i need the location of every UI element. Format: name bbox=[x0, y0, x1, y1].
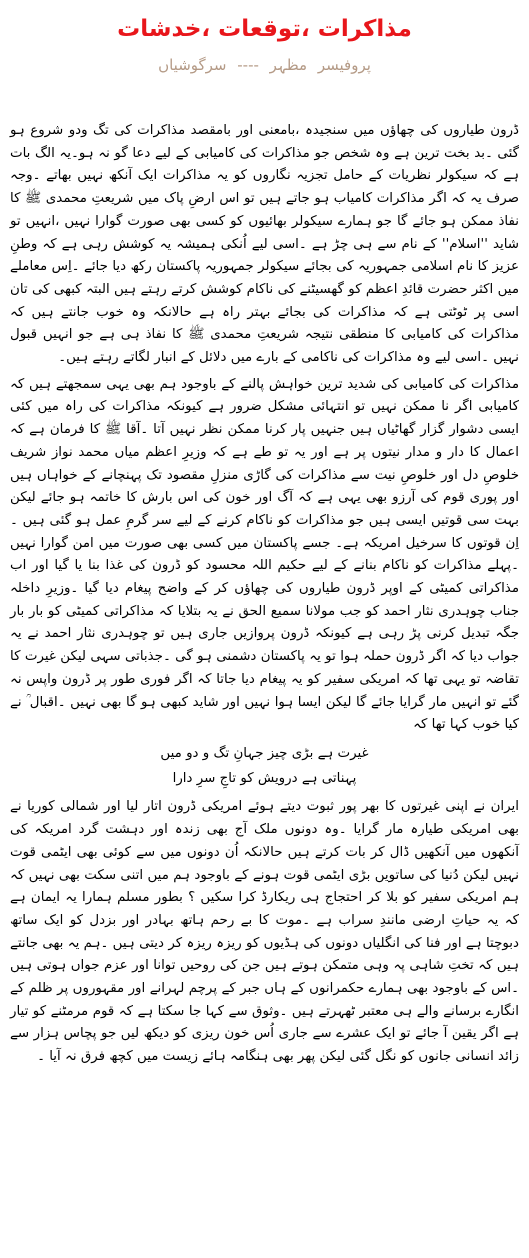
verse-line-1: غیرت ہے بڑی چیز جہانِ تگ و دو میں bbox=[160, 745, 369, 761]
poetry-verse bbox=[10, 743, 519, 790]
paragraph-3: ایران نے اپنی غیرتوں کا بھر پور ثبوت دیتے ہوئے امریکی ڈرون اتار لیا اور شمالی کوریا نے بھی امریکی طیارہ مار گرایا ۔وہ دونوں ملک آج بھی زندہ اور دہشت گرد امریکہ کی آنکھوں میں آنکھیں ڈال کر بات کرتے ہیں حالانکہ اُن دونوں میں سے کوئی بھی ایٹمی قوت نہیں لیکن دُنیا کی ساتویں بڑی ایٹمی قوت ہونے کے باوجود ہم میں اتنی سکت بھی نہیں کہ ہم امریکی سفیر کو بلا کر احتجاج ہی ریکارڈ کرا سکیں ؟ بطور مسلم ہمارا یہ ایمان ہے کہ یہ حیاتِ ارضی مانندِ سراب ہے ۔موت کا بے رحم ہاتھ بہادر اور بزدل کو ایک ساتھ دبوچتا ہے اور فنا کی انگلیاں دونوں کی ہڈیوں کو ریزہ ریزہ کر دیتی ہیں ۔ہم یہ بھی جانتے ہیں کہ تختِ شاہی پہ وہی متمکن ہوتے ہیں جن کی روحیں توانا اور عزم جواں ہوتی ہیں ۔اس کے باوجود بھی ہمارے حکمرانوں کے ہاں جبر کے پرچم لہرانے اور مقہوروں پر ظلم کے انگارے برسانے والے ہی معتبر ٹھہرتے ہیں ۔وثوق سے کہا جا سکتا ہے کہ قوم مرمٹنے کو تیار ہے اگر یقین آ جائے تو ایک عشرے سے جاری اُس خون ریزی کو دیکھ لیں جو پچاس ہزار سے زائد انسانی جانوں کو نگل گئی لیکن پھر بھی ہنگامہ ہائے زیست میں کچھ فرق نہ آیا ۔ bbox=[10, 799, 519, 1065]
paragraph-2: مذاکرات کی کامیابی کی شدید ترین خواہش پالنے کے باوجود ہم بھی یہی سمجھتے ہیں کہ کامیابی اگر نا ممکن نہیں تو انتہائی مشکل ضرور ہے کیونکہ مذاکرات کی راہ میں کئی ایسی دشوار گزار گھاٹیاں ہیں جنہیں پار کرنا ممکن نظر نہیں آتا ۔آقا ﷺ کا فرمان ہے کہ اعمال کا دار و مدار نیتوں پر ہے اور یہ تو طے ہے کہ وزیرِ اعظم میاں محمد نواز شریف خلوصِ دل اور خلوصِ نیت سے مذاکرات کی گاڑی منزلِ مقصود تک پہنچانے کے خواہاں ہیں اور پوری قوم کی آرزو بھی یہی ہے کہ آگ اور خون کی اس بارش کا خاتمہ ہو جائے لیکن بہت سی قوتیں ایسی ہیں جو مذاکرات کو ناکام کرنے کے لیے سر گرمِ عمل ہو گئی ہیں ۔اِن قوتوں کا سرخیل امریکہ ہے۔ جسے پاکستان میں کسی بھی صورت میں امن گوارا نہیں ۔پہلے مذاکرات کو ناکام بنانے کے لیے حکیم اللہ محسود کو ڈرون کی غذا بنا یا گیا اور اب مذاکراتی کمیٹی کے اوپر ڈرون طیاروں کی چھاؤں کر کے واضح پیغام دیا گیا ۔وزیرِ داخلہ جناب چوہدری نثار احمد کو جب مولانا سمیع الحق نے یہ بتلایا کہ مذاکراتی کمیٹی کو بار بار جگہ تبدیل کرنی پڑ رہی ہے کیونکہ ڈرون پروازیں جاری ہیں تو چوہدری نثار احمد نے یہ جواب دیا کہ اگر ڈرون حملہ ہوا تو یہ پاکستان دشمنی ہو گی ۔جذباتی سہی لیکن غیرت کا تقاضہ تو یہی تھا کہ امریکی سفیر کو یہ پیغام دیا جاتا کہ اگر فوری طور پر ڈرون واپس نہ گئے تو انہیں مار گرایا جائے گا لیکن ایسا ہوا نہیں اور شاید کبھی ہو گا بھی نہیں ۔اقبال ؒ نے کیا خوب کہا تھا کہ bbox=[10, 376, 519, 733]
article-title: مذاکرات ،توقعات ،خدشات bbox=[117, 16, 412, 42]
verse-line-2: پہناتی ہے درویش کو تاجِ سرِ دارا bbox=[172, 770, 357, 786]
paragraph-1: ڈرون طیاروں کی چھاؤں میں سنجیدہ ،بامعنی اور بامقصد مذاکرات کی تگ ودو شروع ہو گئی ۔بد بخت ترین ہے وہ شخص جو مذاکرات کی کامیابی کے لیے دعا گو نہ ہو۔یہ الگ بات ہے کہ سیکولر نظریات کے حامل تجزیہ نگاروں کو یہ مذاکرات ایک آنکھ نہیں بھاتے ۔وجہ صرف یہ کہ اگر مذاکرات کامیاب ہو جاتے ہیں تو اس ارضِ پاک میں شریعتِ محمدی ﷺ کا نفاذ ممکن ہو جائے گا جو ہمارے سیکولر بھائیوں کو کسی بھی صورت گوارا نہیں ،انہیں تو شاید ''اسلام'' کے نام سے ہی چڑ ہے ۔اسی لیے اُنکی ہمیشہ یہ کوشش رہی ہے کہ وطنِ عزیز کا نام اسلامی جمہوریہ کی بجائے سیکولر جمہوریہ پاکستان رکھ دیا جائے ۔اِس معاملے میں اکثر حضرت قائدِ اعظم کو گھسیٹنے کی ناکام کوشش کرتے رہتے ہیں البتہ کبھی کی تان اسی پر ٹوٹتی ہے کہ مذاکرات کی بجائے بہتر راہ ہے حالانکہ وہ خوب جانتے ہیں کہ مذاکرات کی کامیابی کا منطقی نتیجہ شریعتِ محمدی ﷺ کا نفاذ ہی ہے جو انہیں قبول نہیں ۔اسی لیے وہ مذاکرات کی ناکامی کے بارے میں دلائل کے انبار لگاتے رہتے ہیں۔ bbox=[10, 123, 519, 366]
article-byline: پروفیسر مظہر ---- سرگوشیاں bbox=[158, 56, 371, 74]
